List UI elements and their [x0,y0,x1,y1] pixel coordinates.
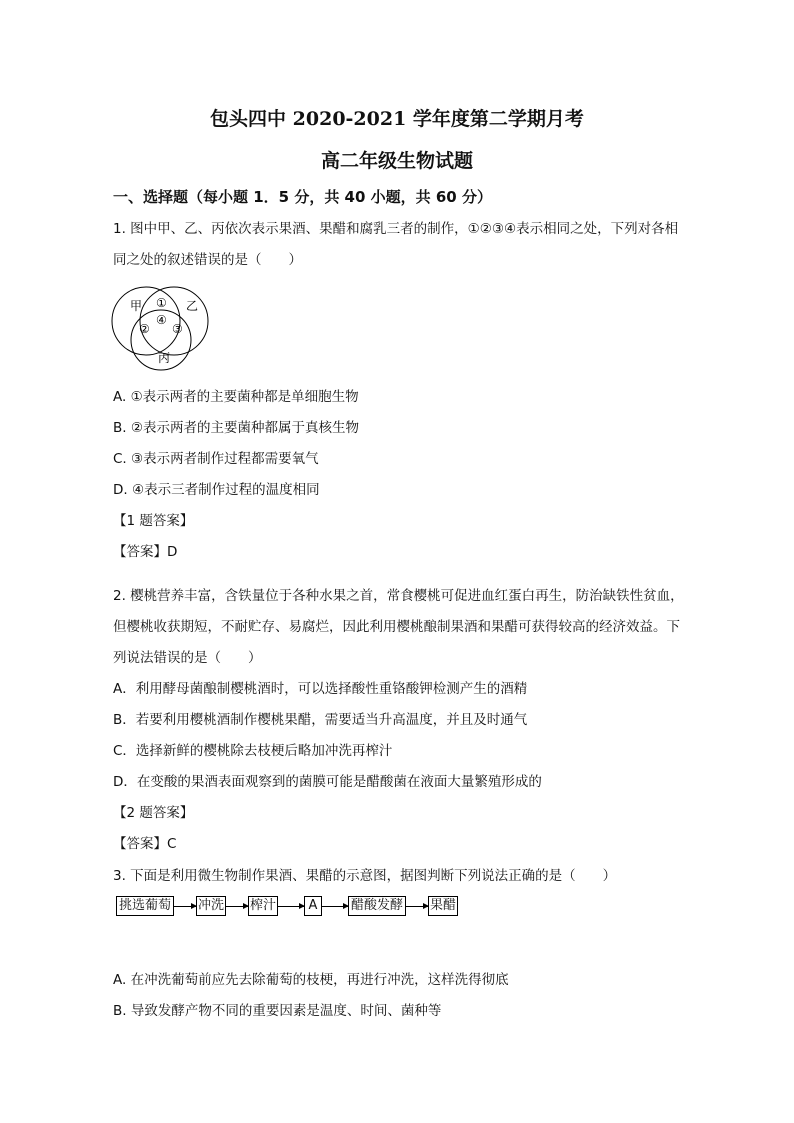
flow-step-4: A [304,896,322,916]
venn-label-c: 丙 [158,351,171,365]
venn-label-a: 甲 [130,299,143,313]
q2-stem-line1: 2. 樱桃营养丰富，含铁量位于各种水果之首，常食樱桃可促进血红蛋白再生，防治缺铁性贫血， [113,588,684,604]
flow-step-6: 果醋 [428,896,458,916]
q1-option-d: D. ④表示三者制作过程的温度相同 [113,482,320,498]
q1-stem-line1: 1. 图中甲、乙、丙依次表示果酒、果醋和腐乳三者的制作，①②③④表示相同之处，下列对各相 [113,221,679,237]
exam-title: 包头四中 2020-2021 学年度第二学期月考 [210,108,584,130]
venn-region-1: ① [156,296,167,310]
q1-option-c: C. ③表示两者制作过程都需要氧气 [113,451,319,467]
q2-answer-heading: 【2 题答案】 [113,805,194,821]
q3-option-b: B. 导致发酵产物不同的重要因素是温度、时间、菌种等 [113,1003,442,1019]
flow-step-1: 挑选葡萄 [116,896,174,916]
section-heading: 一、选择题（每小题 1．5 分，共 40 小题，共 60 分） [113,188,492,206]
flow-arrow-4 [322,906,348,907]
venn-diagram [110,283,220,373]
flow-arrow-3 [278,906,304,907]
q1-option-a: A. ①表示两者的主要菌种都是单细胞生物 [113,389,359,405]
venn-region-2: ② [139,322,150,336]
venn-circle-b [140,287,208,355]
flow-arrow-5 [406,906,428,907]
q1-stem-line2: 同之处的叙述错误的是（ ） [113,252,302,268]
flow-step-5: 醋酸发酵 [348,896,406,916]
q2-option-d: D．在变酸的果酒表面观察到的菌膜可能是醋酸菌在液面大量繁殖形成的 [113,774,542,790]
flow-step-2: 冲洗 [196,896,226,916]
flow-arrow-2 [226,906,248,907]
exam-subtitle: 高二年级生物试题 [320,150,473,172]
q2-stem-line2: 但樱桃收获期短，不耐贮存、易腐烂，因此利用樱桃酿制果酒和果醋可获得较高的经济效益。下 [113,619,680,635]
venn-circle-a [112,287,180,355]
q3-stem-line1: 3. 下面是利用微生物制作果酒、果醋的示意图，据图判断下列说法正确的是（ ） [113,868,617,884]
q2-option-a: A．利用酵母菌酿制樱桃酒时，可以选择酸性重铬酸钾检测产生的酒精 [113,681,528,697]
q1-answer-heading: 【1 题答案】 [113,513,194,529]
flow-step-3: 榨汁 [248,896,278,916]
q1-option-b: B. ②表示两者的主要菌种都属于真核生物 [113,420,359,436]
q2-answer: 【答案】C [113,836,177,852]
q2-stem-line3: 列说法错误的是（ ） [113,650,262,666]
q2-option-b: B．若要利用樱桃酒制作樱桃果醋，需要适当升高温度，并且及时通气 [113,712,528,728]
q3-option-a: A. 在冲洗葡萄前应先去除葡萄的枝梗，再进行冲洗，这样洗得彻底 [113,972,509,988]
flow-arrow-1 [174,906,196,907]
venn-label-b: 乙 [186,299,199,313]
q1-answer: 【答案】D [113,544,178,560]
venn-region-3: ③ [172,322,183,336]
venn-region-4: ④ [156,313,167,327]
q2-option-c: C．选择新鲜的樱桃除去枝梗后略加冲洗再榨汁 [113,743,393,759]
